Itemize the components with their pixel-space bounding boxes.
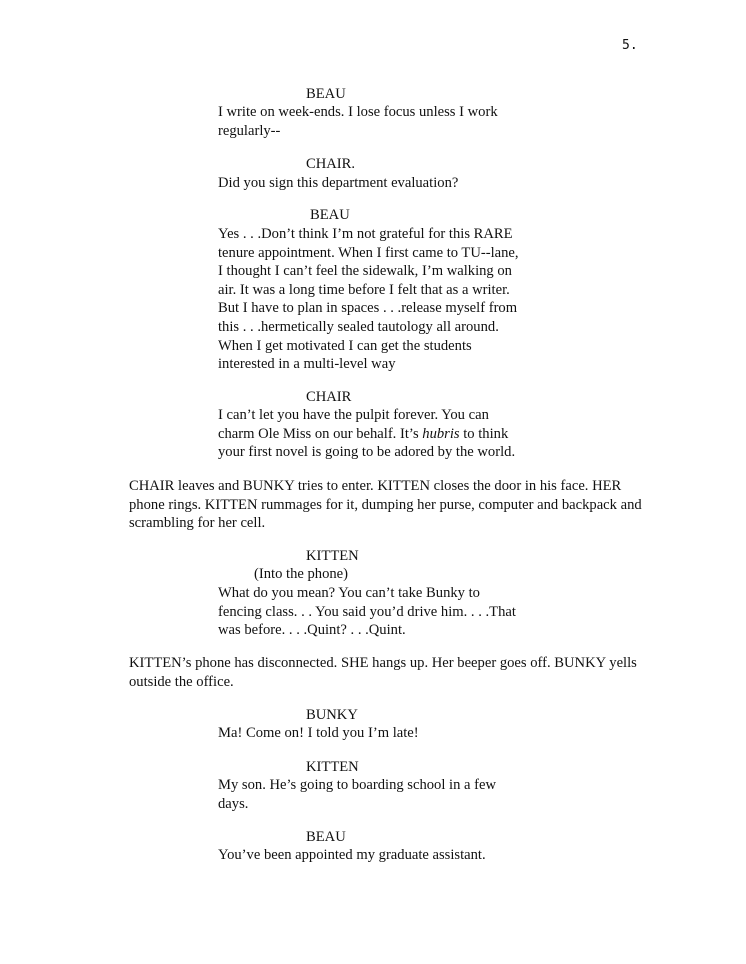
dialogue-line: your first novel is going to be adored by the world. [218, 444, 516, 461]
character-cue: BUNKY [306, 707, 358, 723]
character-cue: BEAU [310, 207, 350, 223]
character-cue: CHAIR [306, 389, 352, 405]
character-cue: KITTEN [306, 548, 359, 564]
page-number: 5. [622, 38, 638, 53]
character-cue: BEAU [306, 829, 346, 845]
dialogue-block [218, 724, 419, 743]
dialogue-line: Ma! Come on! I told you I’m late! [218, 725, 419, 741]
dialogue-line: My son. He’s going to boarding school in a few [218, 777, 497, 793]
dialogue-line: I thought I can’t feel the sidewalk, I’m walking on [218, 263, 512, 280]
parenthetical: (Into the phone) [254, 566, 349, 582]
action-block [129, 654, 637, 691]
dialogue-line: fencing class. . . You said you’d drive him. . . .That [218, 603, 516, 620]
character-cue: KITTEN [306, 759, 359, 775]
action-line: CHAIR leaves and BUNKY tries to enter. KITTEN closes the door in his face. HER [129, 478, 622, 494]
dialogue-text: charm Ole Miss on our behalf. It’s [218, 425, 423, 442]
dialogue-block [218, 584, 516, 640]
dialogue-line: days. [218, 795, 249, 812]
dialogue-line: interested in a multi-level way [218, 356, 396, 373]
dialogue-line: You’ve been appointed my graduate assistant. [218, 847, 486, 863]
dialogue-line: What do you mean? You can’t take Bunky to [218, 585, 480, 601]
dialogue-line [218, 425, 515, 444]
dialogue-text: to think [459, 425, 509, 442]
dialogue-block [218, 225, 519, 374]
dialogue-block [218, 406, 515, 462]
dialogue-block [218, 776, 496, 813]
dialogue-line: regularly-- [218, 122, 281, 139]
dialogue-line: But I have to plan in spaces . . .release myself from [218, 300, 518, 317]
dialogue-line: air. It was a long time before I felt that as a writer. [218, 281, 510, 298]
dialogue-line: Yes . . .Don’t think I’m not grateful for this RARE [218, 226, 513, 242]
dialogue-line: When I get motivated I can get the students [218, 337, 472, 354]
action-line: outside the office. [129, 673, 234, 690]
character-cue: BEAU [306, 86, 346, 102]
dialogue-line: was before. . . .Quint? . . .Quint. [218, 622, 406, 639]
action-line: scrambling for her cell. [129, 515, 266, 532]
dialogue-line: I write on week-ends. I lose focus unless I work [218, 104, 498, 120]
dialogue-block [218, 103, 498, 140]
dialogue-line: this . . .hermetically sealed tautology all around. [218, 318, 499, 335]
action-line: phone rings. KITTEN rummages for it, dumping her purse, computer and backpack and [129, 496, 642, 513]
dialogue-line: I can’t let you have the pulpit forever. You can [218, 407, 489, 423]
character-cue: CHAIR. [306, 156, 356, 172]
dialogue-line: Did you sign this department evaluation? [218, 175, 459, 191]
dialogue-block [218, 174, 458, 193]
italic-word: hubris [422, 425, 460, 442]
dialogue-line: tenure appointment. When I first came to TU--lane, [218, 244, 519, 261]
action-block [129, 477, 642, 533]
action-line: KITTEN’s phone has disconnected. SHE hangs up. Her beeper goes off. BUNKY yells [129, 655, 637, 671]
dialogue-block [218, 846, 486, 865]
